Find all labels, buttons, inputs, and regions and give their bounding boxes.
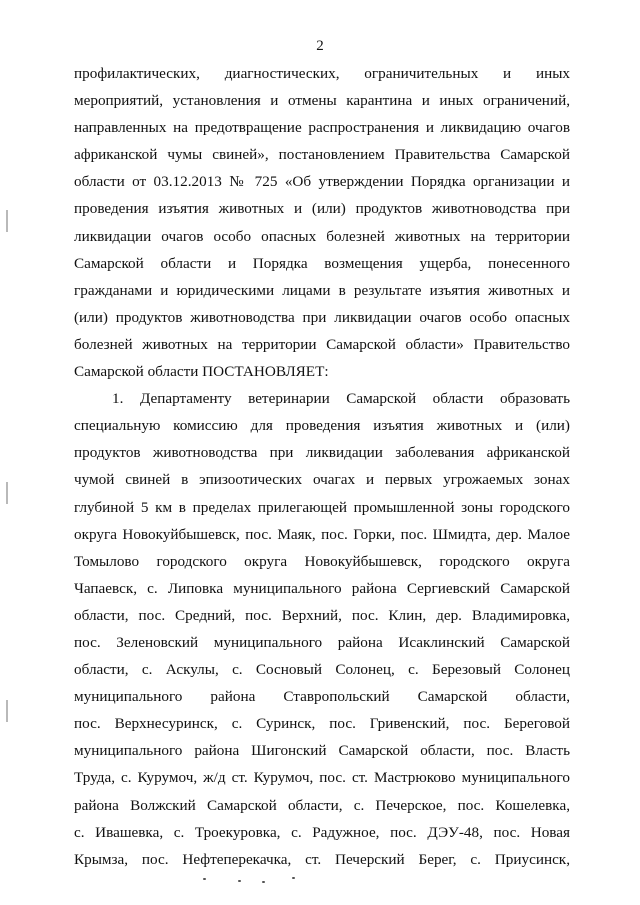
text-line: продуктов животноводства при ликвидации заболевания африканской [74,444,570,462]
text-line: Самарской области ПОСТАНОВЛЯЕТ: [74,363,329,381]
text-line: африканской чумы свиней», постановлением Правительства Самарской [74,146,570,164]
text-line: мероприятий, установления и отмены карантина и иных ограничений, [74,92,570,110]
text-line: округа Новокуйбышевск, пос. Маяк, пос. Горки, пос. Шмидта, дер. Малое [74,525,570,543]
text-line: (или) продуктов животноводства при ликвидации очагов особо опасных [74,308,570,326]
scan-speck [238,880,241,882]
text-line: специальную комиссию для проведения изъятия животных и (или) [74,417,570,435]
scan-speck [262,881,265,883]
text-line: области, пос. Средний, пос. Верхний, пос. Клин, дер. Владимировка, [74,606,570,624]
scan-specks [0,874,640,888]
text-line: проведения изъятия животных и (или) продуктов животноводства при [74,200,570,218]
scan-speck [203,878,206,880]
text-line: пос. Зеленовский муниципального района Исаклинский Самарской [74,633,570,651]
text-line: Самарской области и Порядка возмещения ущерба, понесенного [74,254,570,272]
text-line: ликвидации очагов особо опасных болезней животных на территории [74,227,570,245]
text-line: Крымза, пос. Нефтеперекачка, ст. Печерский Берег, с. Приусинск, [74,850,570,868]
text-line: Труда, с. Курумоч, ж/д ст. Курумоч, пос. ст. Мастрюково муниципального [74,769,570,787]
text-line: болезней животных на территории Самарской области» Правительство [74,335,570,353]
text-line: Томылово городского округа Новокуйбышевск, городского округа [74,552,570,570]
page-number: 2 [316,38,324,54]
text-line: области от 03.12.2013 № 725 «Об утверждении Порядка организации и [74,173,570,191]
text-line: профилактических, диагностических, ограничительных и иных [74,65,570,82]
text-line: Чапаевск, с. Липовка муниципального района Сергиевский Самарской [74,579,570,597]
text-line: муниципального района Шигонский Самарской области, пос. Власть [74,742,570,760]
scan-speck [292,877,295,879]
scan-margin-mark [6,210,8,232]
body-text [74,60,570,873]
text-line: с. Ивашевка, с. Троекуровка, с. Радужное, пос. ДЭУ-48, пос. Новая [74,823,570,841]
text-line: муниципального района Ставропольский Самарской области, [74,688,570,706]
paragraph-first-line: 1. Департаменту ветеринарии Самарской области образовать [112,390,570,408]
text-line: района Волжский Самарской области, с. Печерское, пос. Кошелевка, [74,796,570,814]
text-line: глубиной 5 км в пределах прилегающей промышленной зоны городского [74,498,570,516]
text-line: чумой свиней в эпизоотических очагах и первых угрожаемых зонах [74,471,570,489]
text-line: направленных на предотвращение распространения и ликвидацию очагов [74,119,570,137]
text-line: пос. Верхнесуринск, с. Суринск, пос. Гривенский, пос. Береговой [74,715,570,733]
text-line: области, с. Аскулы, с. Сосновый Солонец, с. Березовый Солонец [74,661,570,679]
scan-margin-mark [6,482,8,504]
text-line: гражданами и юридическими лицами в результате изъятия животных и [74,281,570,299]
scan-margin-mark [6,700,8,722]
